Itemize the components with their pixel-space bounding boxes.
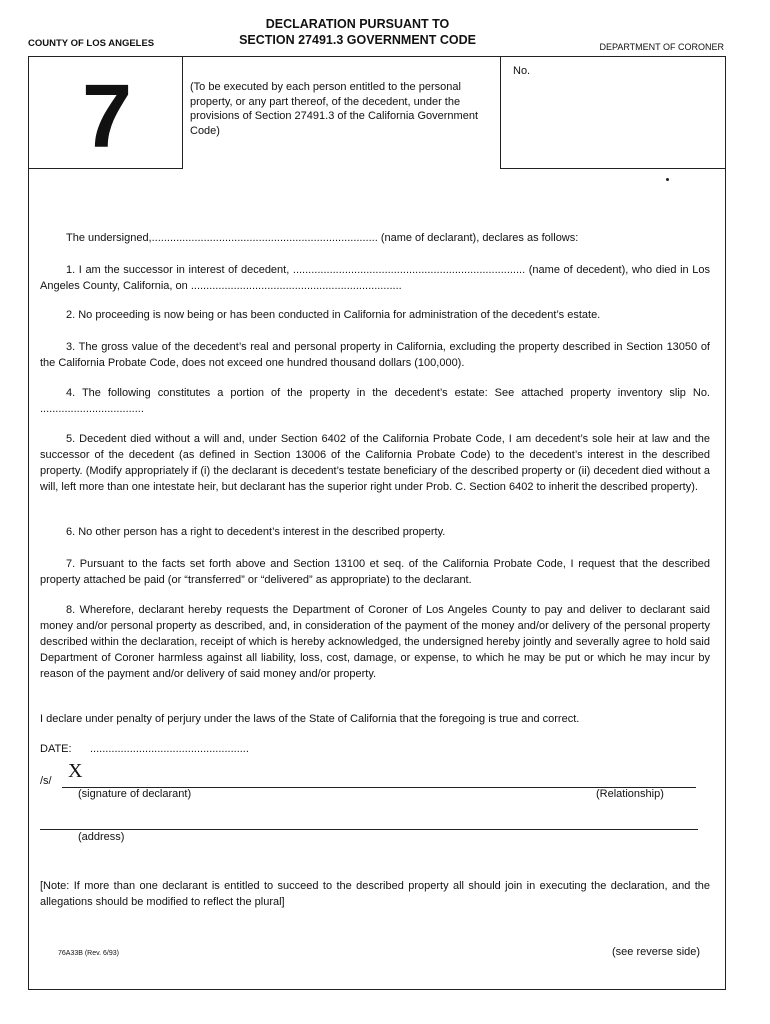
date-label: DATE: bbox=[40, 743, 72, 755]
title-line-2: SECTION 27491.3 GOVERNMENT CODE bbox=[239, 33, 476, 47]
form-title bbox=[200, 16, 515, 48]
number-box[interactable] bbox=[500, 56, 726, 169]
paragraph-1: 1. I am the successor in interest of decedent, ............................................................................ (name of decedent), who died in Los Angeles County, California, on ..................................................................... bbox=[40, 264, 710, 292]
relationship-label: (Relationship) bbox=[596, 788, 664, 800]
paragraph-5: 5. Decedent died without a will and, under Section 6402 of the California Probate Code, I am decedent’s sole heir at law and the successor of the decedent (as defined in Section 13006 of the California Probate Code) to the decedent’s interest in the described property. (Modify appropriately if (i) the declarant is decedent’s testate beneficiary of the described property or (ii) decedent died without a will, left more than one intestate heir, but declarant has the superior right under Prob. C. Section 6402 to inherit the described property). bbox=[40, 433, 710, 493]
intro-statement: The undersigned,.......................................................................... (name of declarant), declares as follows: bbox=[66, 232, 579, 244]
paragraph-4: 4. The following constitutes a portion of the property in the decedent’s estate: See attached property inventory slip No. .................................. bbox=[40, 387, 710, 415]
form-number: 7 bbox=[82, 67, 133, 167]
paragraph-7: 7. Pursuant to the facts set forth above and Section 13100 et seq. of the California Probate Code, I request that the described property attached be paid (or “transferred” or “delivered” as appropriate) to the declarant. bbox=[40, 558, 710, 586]
title-line-1: DECLARATION PURSUANT TO bbox=[265, 17, 450, 31]
form-frame bbox=[28, 56, 726, 990]
county-label: COUNTY OF LOS ANGELES bbox=[28, 38, 155, 49]
note: [Note: If more than one declarant is entitled to succeed to the described property all should join in executing the declaration, and the allegations should be modified to reflect the plural] bbox=[40, 880, 710, 908]
signature-field[interactable] bbox=[62, 768, 696, 788]
reverse-side-label: (see reverse side) bbox=[612, 946, 701, 958]
number-label: No. bbox=[513, 65, 531, 77]
dot-mark bbox=[666, 178, 669, 181]
date-field[interactable]: .................................................... bbox=[90, 743, 249, 755]
address-label: (address) bbox=[78, 831, 125, 843]
signature-mark: X bbox=[68, 760, 83, 782]
instructions: (To be executed by each person entitled to the personal property, or any part thereof, of the decedent, under the provisions of Section 27491.3 of the California Government Code) bbox=[190, 81, 478, 137]
address-field[interactable] bbox=[40, 812, 698, 830]
form-code: 76A33B (Rev. 6/93) bbox=[58, 950, 119, 957]
paragraph-2: 2. No proceeding is now being or has been conducted in California for administration of the decedent’s estate. bbox=[66, 309, 601, 321]
paragraph-6: 6. No other person has a right to decedent’s interest in the described property. bbox=[66, 526, 446, 538]
signature-label: (signature of declarant) bbox=[78, 788, 192, 800]
signature-prefix: /s/ bbox=[40, 775, 52, 787]
paragraph-8: 8. Wherefore, declarant hereby requests the Department of Coroner of Los Angeles County to pay and deliver to declarant said money and/or personal property as described, and, in consideration of the payment of the money and/or delivery of the personal property described within the declaration, receipt of which is hereby acknowledged, the undersigned hereby jointly and severally agree to hold said Department of Coroner harmless against all liability, loss, cost, damage, or expense, to which he may be put or which he may incur by reason of the payment and/or delivery of said money and/or property. bbox=[40, 604, 710, 680]
paragraph-3: 3. The gross value of the decedent’s real and personal property in California, excluding the property described in Section 13050 of the California Probate Code, does not exceed one hundred thousand dollars (100,000). bbox=[40, 341, 710, 369]
perjury-statement: I declare under penalty of perjury under the laws of the State of California that the foregoing is true and correct. bbox=[40, 713, 580, 725]
department-label: DEPARTMENT OF CORONER bbox=[599, 42, 724, 52]
